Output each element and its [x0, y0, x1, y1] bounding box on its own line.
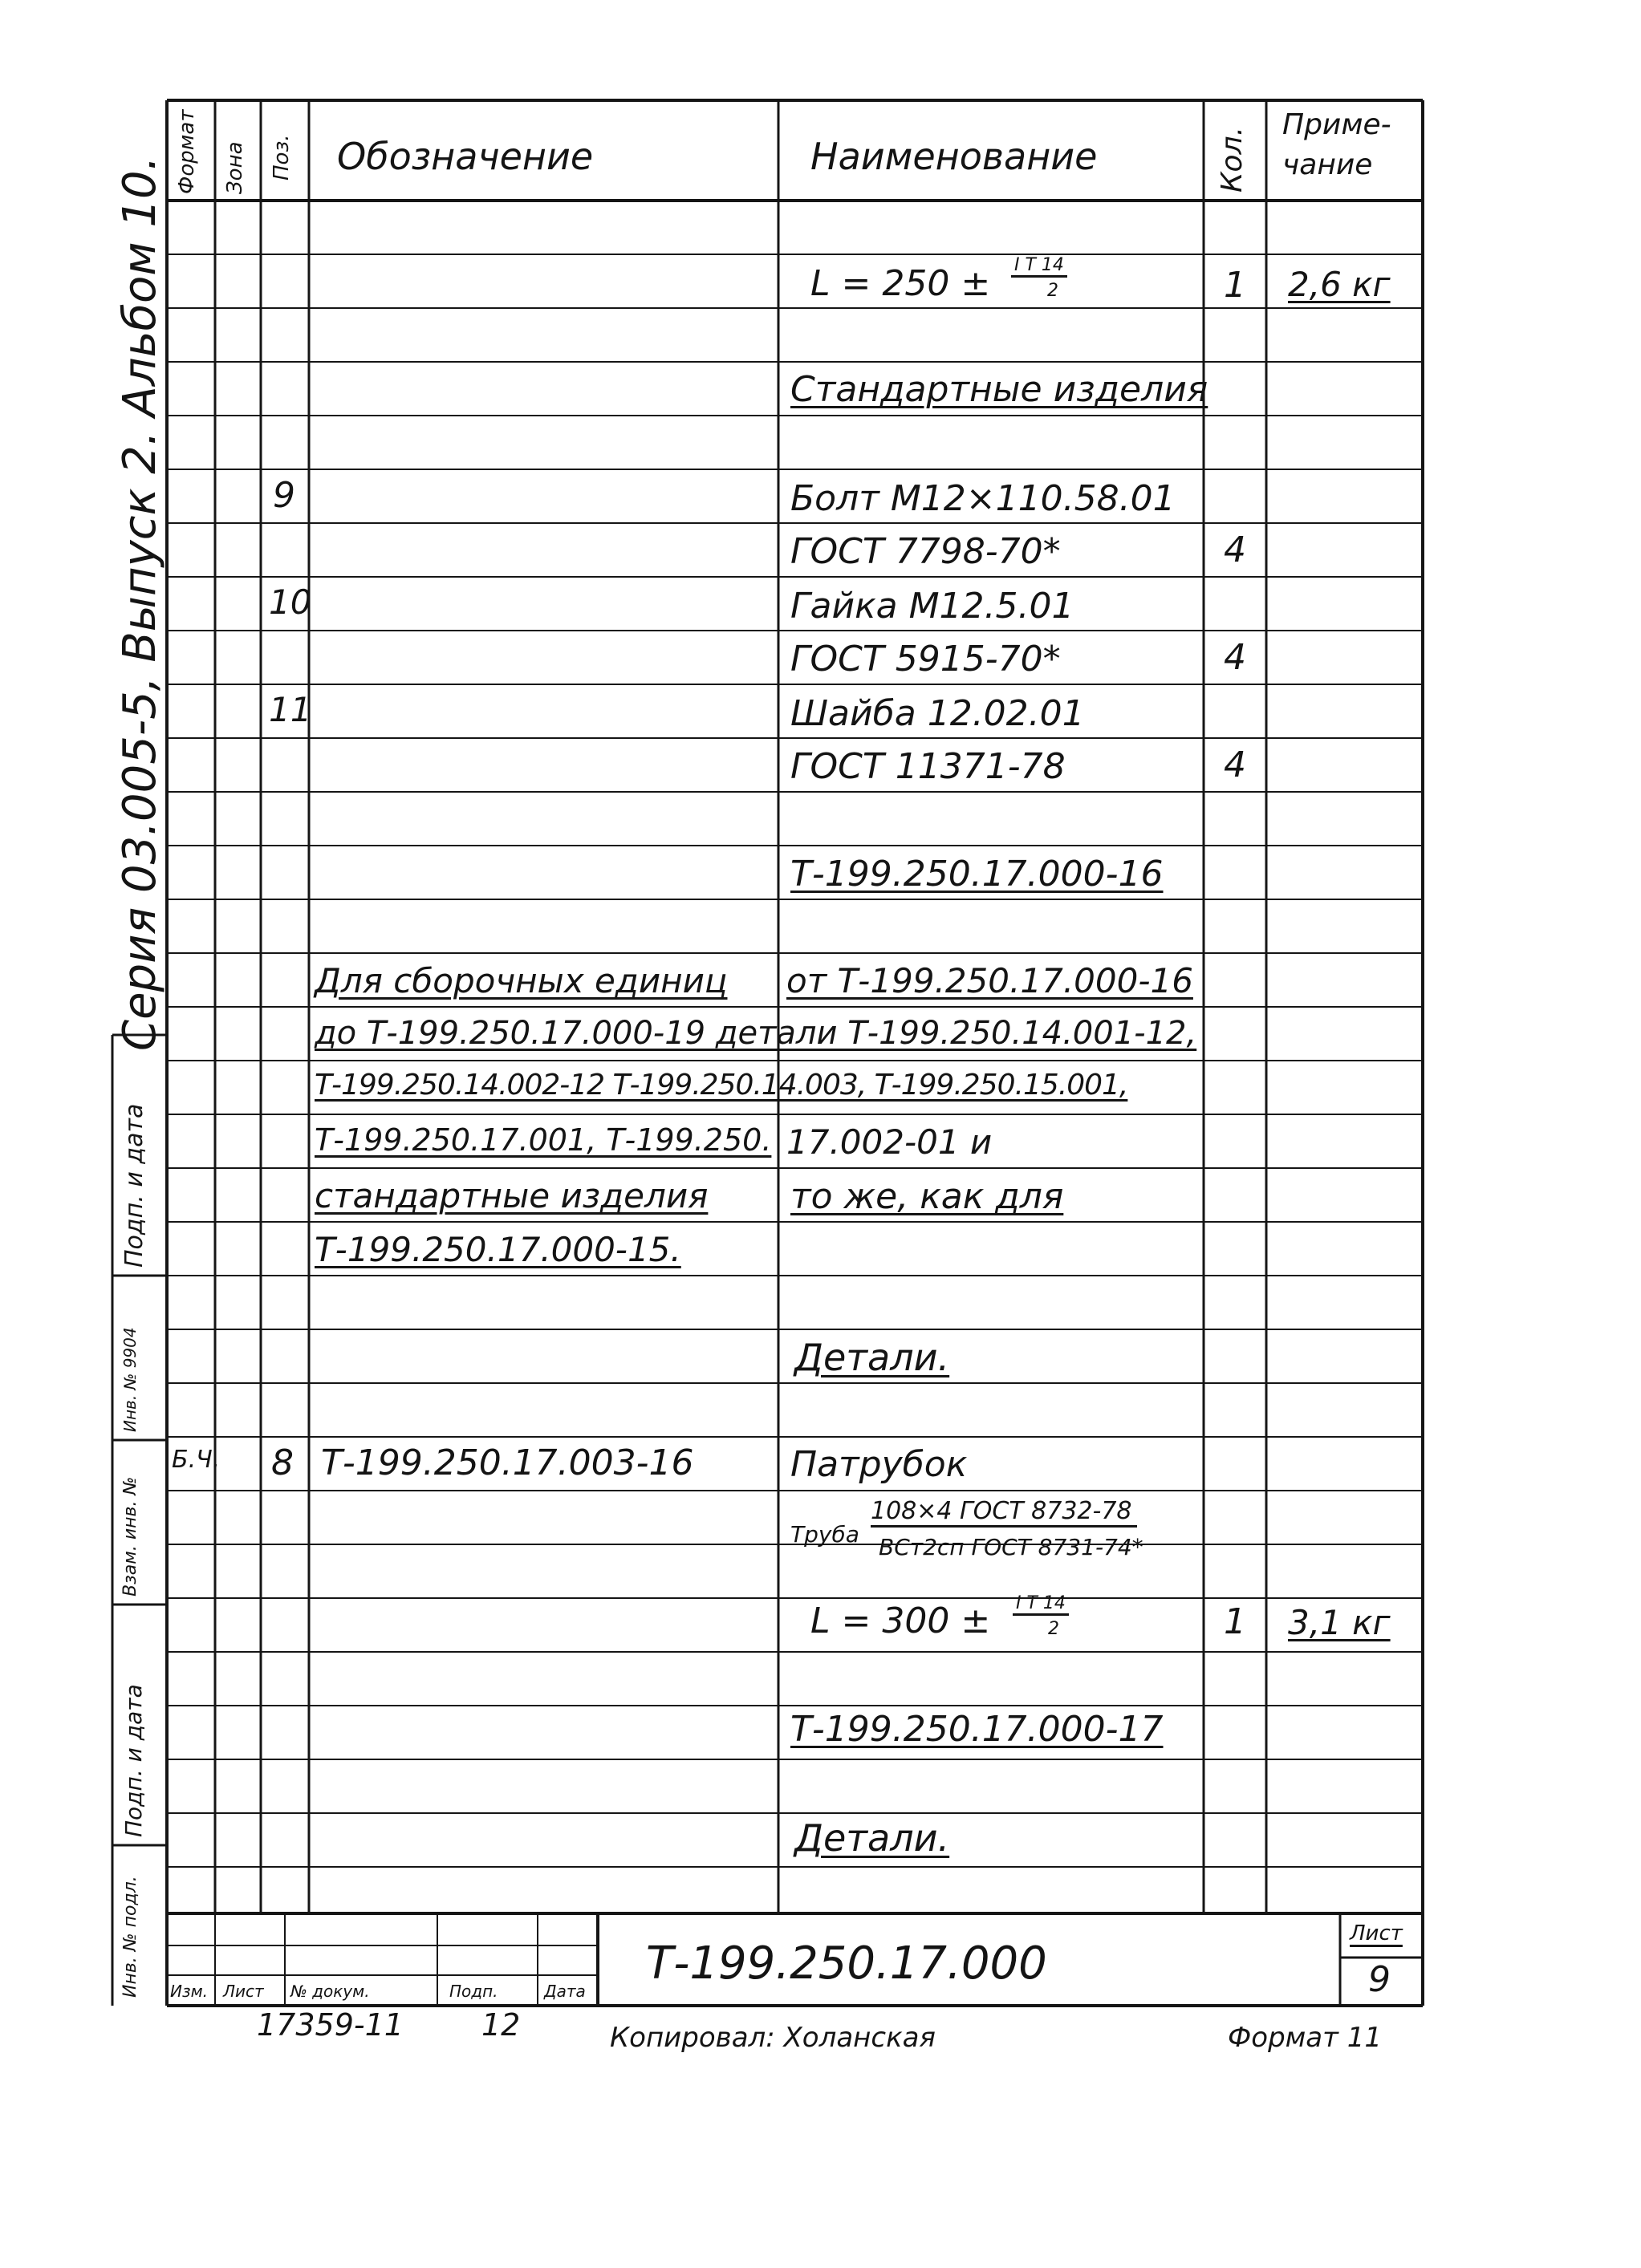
washer-gost: ГОСТ 11371-78: [790, 746, 1066, 787]
title-col-change: Изм.: [170, 1982, 209, 2001]
washer-qty: 4: [1224, 745, 1246, 785]
nut-qty: 4: [1224, 637, 1246, 678]
margin-label-dup-inv: Инв. № 9904: [120, 1327, 140, 1432]
title-col-sheet: Лист: [223, 1982, 264, 2001]
header-note-2: чание: [1282, 148, 1373, 181]
sheet-number: 9: [1368, 1959, 1391, 2000]
length-250: L = 250 ±: [810, 263, 991, 304]
detail-designation: Т-199.250.17.003-16: [321, 1442, 694, 1483]
title-col-sign: Подп.: [449, 1982, 498, 2001]
section-details-2: Детали.: [794, 1816, 950, 1860]
section-17-000-17: Т-199.250.17.000-17: [790, 1709, 1164, 1750]
pipe-spec-top: 108×4 ГОСТ 8732-78: [871, 1497, 1137, 1528]
title-col-doc: № докум.: [290, 1982, 370, 2001]
tolerance-fraction-num: I T 14: [1011, 255, 1067, 278]
detail-name: Патрубок: [790, 1444, 968, 1485]
bolt-qty: 4: [1224, 529, 1246, 570]
note-line-2: до Т-199.250.17.000-19 детали Т-199.250.14.001-12,: [315, 1015, 1197, 1052]
margin-label-sign-date-1: Подп. и дата: [120, 1684, 147, 1837]
footer-number: 17359-11: [257, 2007, 404, 2043]
note-line-1-left: Для сборочных единиц: [315, 961, 728, 1000]
note-line-4-left: Т-199.250.17.001, Т-199.250.: [315, 1122, 772, 1158]
footer-copied: Копировал: Холанская: [610, 2022, 936, 2054]
note-line-1-right: от Т-199.250.17.000-16: [786, 961, 1193, 1000]
note-line-5-left: стандартные изделия: [315, 1176, 709, 1215]
header-note-1: Приме-: [1282, 108, 1391, 141]
footer-page: 12: [481, 2007, 521, 2043]
header-pos: Поз.: [270, 134, 294, 181]
note-line-4-right: 17.002-01 и: [786, 1122, 993, 1162]
nut-name: Гайка М12.5.01: [790, 586, 1074, 627]
pipe-word: Труба: [790, 1521, 859, 1548]
pos-10: 10: [269, 582, 312, 622]
detail-qty: 1: [1224, 1601, 1246, 1642]
note-row-0: 2,6 кг: [1288, 265, 1391, 304]
bolt-name: Болт М12×110.58.01: [790, 478, 1176, 519]
tolerance-fraction-den-2: 2: [1048, 1619, 1059, 1639]
section-details-1: Детали.: [794, 1336, 950, 1379]
header-designation: Обозначение: [337, 135, 594, 178]
margin-label-sign-date-2: Подп. и дата: [120, 1103, 148, 1268]
detail-pos: 8: [271, 1442, 294, 1483]
section-standard-items: Стандартные изделия: [790, 369, 1208, 410]
sheet-label: Лист: [1350, 1921, 1403, 1945]
section-17-000-16: Т-199.250.17.000-16: [790, 854, 1164, 895]
note-line-6: Т-199.250.17.000-15.: [315, 1230, 681, 1269]
tolerance-fraction-num-2: I T 14: [1013, 1593, 1069, 1616]
pos-11: 11: [269, 690, 312, 729]
pos-9: 9: [273, 475, 295, 516]
title-code: Т-199.250.17.000: [646, 1937, 1047, 1990]
bolt-gost: ГОСТ 7798-70*: [790, 531, 1061, 572]
margin-label-replace-inv: Взам. инв. №: [120, 1476, 140, 1597]
detail-note: 3,1 кг: [1288, 1603, 1391, 1642]
detail-format: Б.Ч.: [172, 1446, 221, 1474]
header-format: Формат: [175, 109, 199, 194]
note-line-5-right: то же, как для: [790, 1176, 1064, 1217]
series-label: Серия 03.005-5, Выпуск 2. Альбом 10.: [114, 156, 166, 1051]
nut-gost: ГОСТ 5915-70*: [790, 639, 1061, 680]
qty-row-0: 1: [1224, 265, 1246, 306]
header-name: Наименование: [810, 135, 1098, 178]
length-300: L = 300 ±: [810, 1601, 991, 1641]
note-line-3: Т-199.250.14.002-12 Т-199.250.14.003, Т-199.250.15.001,: [315, 1069, 1128, 1102]
title-col-date: Дата: [544, 1982, 586, 2001]
header-zone: Зона: [223, 141, 247, 194]
tolerance-fraction-den: 2: [1047, 281, 1058, 301]
footer-format: Формат 11: [1228, 2022, 1383, 2054]
washer-name: Шайба 12.02.01: [790, 693, 1085, 734]
margin-label-inv-orig: Инв. № подл.: [120, 1876, 140, 1998]
pipe-spec-bottom: ВСт2сп ГОСТ 8731-74*: [879, 1534, 1143, 1560]
header-qty: Кол.: [1216, 126, 1249, 193]
